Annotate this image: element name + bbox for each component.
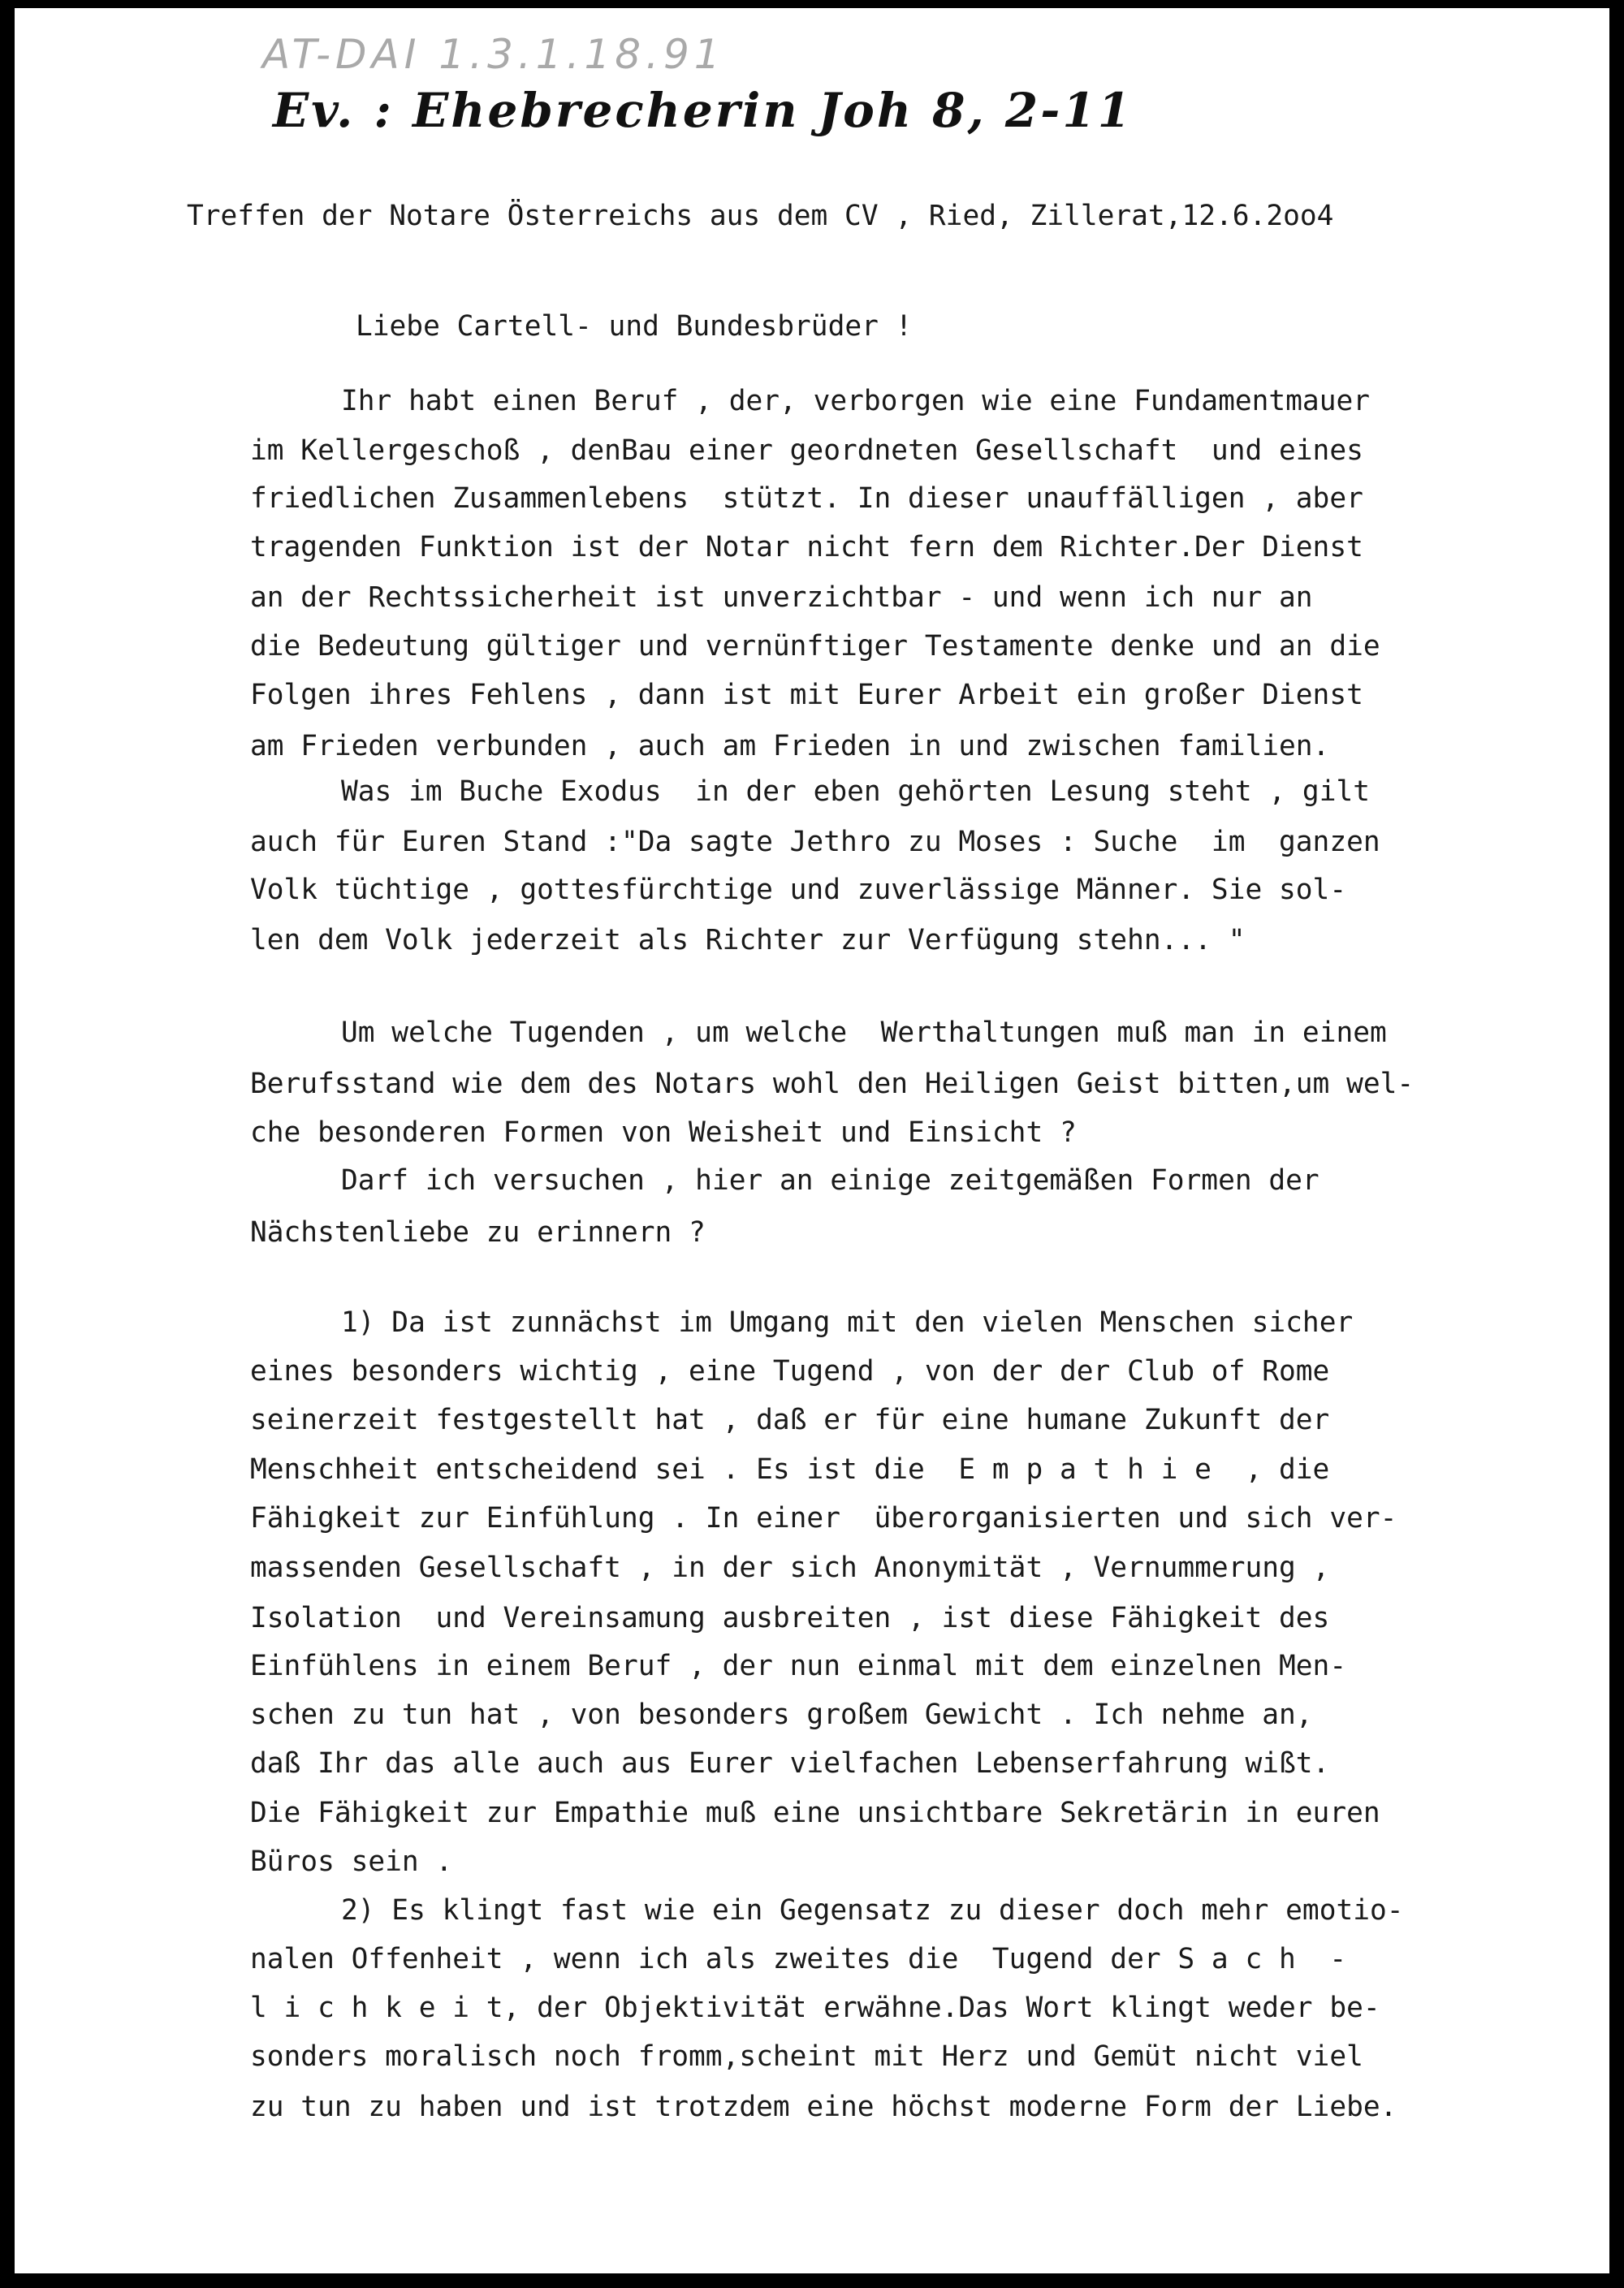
document-page (15, 8, 1609, 2273)
text-line: Einfühlens in einem Beruf , der nun einmal mit dem einzelnen Men- (250, 1650, 1347, 1682)
text-line: 2) Es klingt fast wie ein Gegensatz zu dieser doch mehr emotio- (341, 1894, 1404, 1927)
text-line: len dem Volk jederzeit als Richter zur Verfügung stehn... " (250, 924, 1246, 956)
archive-reference: AT-DAI 1.3.1.18.91 (262, 31, 725, 78)
text-line: auch für Euren Stand :"Da sagte Jethro zu Moses : Suche im ganzen (250, 826, 1380, 858)
text-line: Menschheit entscheidend sei . Es ist die E m p a t h i e , die (250, 1453, 1330, 1486)
text-line: l i c h k e i t, der Objektivität erwähne.Das Wort klingt weder be- (250, 1992, 1380, 2024)
text-line: zu tun zu haben und ist trotzdem eine höchst moderne Form der Liebe. (250, 2091, 1397, 2123)
text-line: Büros sein . (250, 1846, 453, 1878)
text-line: Isolation und Vereinsamung ausbreiten , ist diese Fähigkeit des (250, 1602, 1330, 1634)
text-line: Berufsstand wie dem des Notars wohl den Heiligen Geist bitten,um wel- (250, 1068, 1415, 1100)
text-line: schen zu tun hat , von besonders großem Gewicht . Ich nehme an, (250, 1699, 1313, 1731)
text-line: im Kellergeschoß , denBau einer geordneten Gesellschaft und eines (250, 434, 1363, 467)
letter-heading: Treffen der Notare Österreichs aus dem CV , Ried, Zillerat,12.6.2oo4 (187, 200, 1334, 232)
text-line: die Bedeutung gültiger und vernünftiger Testamente denke und an die (250, 630, 1380, 663)
text-line: seinerzeit festgestellt hat , daß er für eine humane Zukunft der (250, 1404, 1330, 1436)
text-line: Fähigkeit zur Einfühlung . In einer überorganisierten und sich ver- (250, 1502, 1397, 1535)
text-line: Volk tüchtige , gottesfürchtige und zuverlässige Männer. Sie sol- (250, 874, 1347, 906)
text-line: Nächstenliebe zu erinnern ? (250, 1216, 706, 1249)
text-line: tragenden Funktion ist der Notar nicht fern dem Richter.Der Dienst (250, 531, 1363, 563)
text-line: Was im Buche Exodus in der eben gehörten Lesung steht , gilt (341, 775, 1371, 808)
text-line: eines besonders wichtig , eine Tugend , von der der Club of Rome (250, 1355, 1330, 1388)
text-line: sonders moralisch noch fromm,scheint mit Herz und Gemüt nicht viel (250, 2040, 1363, 2073)
text-line: Ihr habt einen Beruf , der, verborgen wie eine Fundamentmauer (341, 385, 1371, 417)
text-line: Folgen ihres Fehlens , dann ist mit Eurer Arbeit ein großer Dienst (250, 679, 1363, 711)
gospel-reference: Ev. : Ehebrecherin Joh 8, 2-11 (273, 83, 1134, 138)
text-line: Darf ich versuchen , hier an einige zeitgemäßen Formen der (341, 1164, 1320, 1197)
text-line: 1) Da ist zunnächst im Umgang mit den vielen Menschen sicher (341, 1306, 1354, 1339)
salutation: Liebe Cartell- und Bundesbrüder ! (356, 310, 913, 343)
text-line: Die Fähigkeit zur Empathie muß eine unsichtbare Sekretärin in euren (250, 1797, 1380, 1829)
text-line: massenden Gesellschaft , in der sich Anonymität , Vernummerung , (250, 1552, 1330, 1584)
text-line: daß Ihr das alle auch aus Eurer vielfachen Lebenserfahrung wißt. (250, 1747, 1330, 1780)
text-line: nalen Offenheit , wenn ich als zweites die Tugend der S a c h - (250, 1943, 1347, 1975)
text-line: che besonderen Formen von Weisheit und Einsicht ? (250, 1116, 1077, 1149)
text-line: am Frieden verbunden , auch am Frieden in und zwischen familien. (250, 730, 1330, 762)
text-line: an der Rechtssicherheit ist unverzichtbar - und wenn ich nur an (250, 581, 1313, 614)
text-line: friedlichen Zusammenlebens stützt. In dieser unauffälligen , aber (250, 482, 1363, 515)
text-line: Um welche Tugenden , um welche Werthaltungen muß man in einem (341, 1017, 1387, 1049)
